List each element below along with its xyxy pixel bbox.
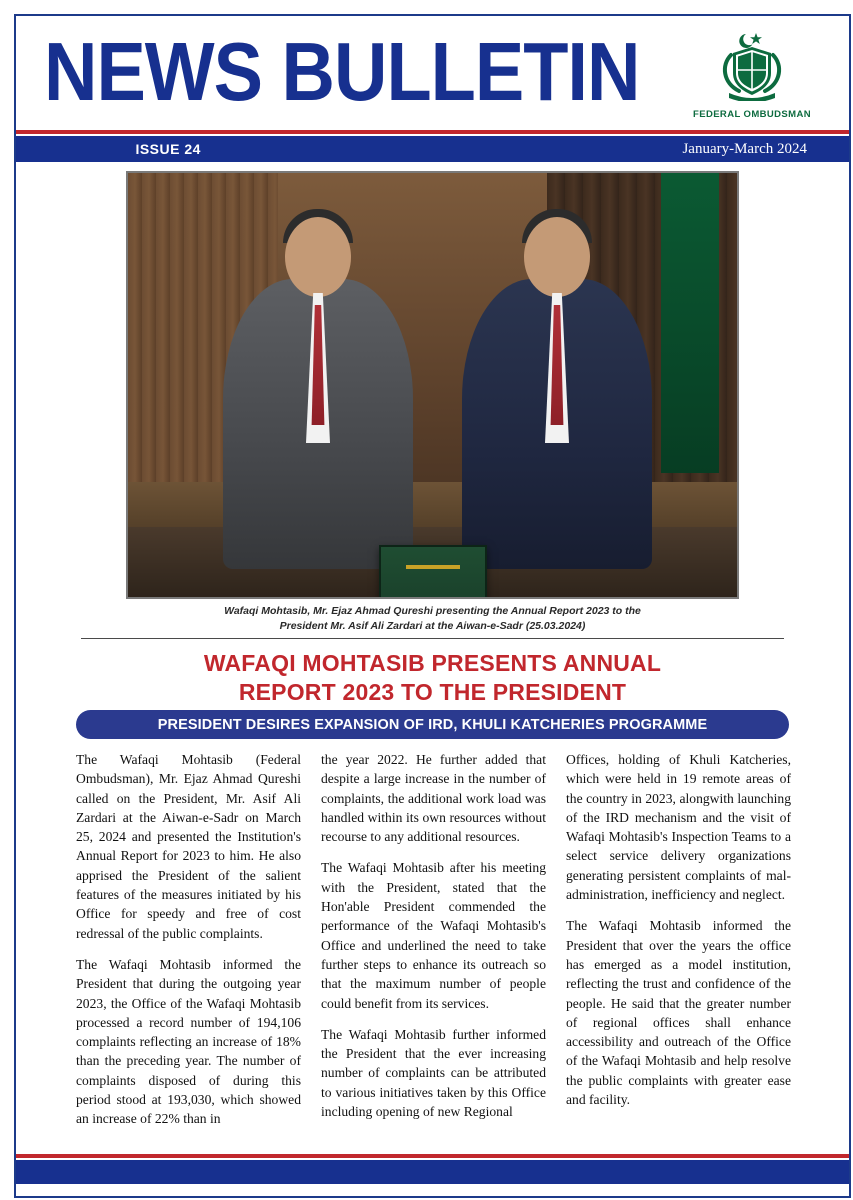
footer-red-rule	[16, 1154, 849, 1158]
article-column-1	[76, 750, 301, 1150]
footer-bar	[16, 1160, 849, 1184]
article-headline-line1: WAFAQI MOHTASIB PRESENTS ANNUAL	[203, 650, 662, 676]
photo-caption-line2: President Mr. Asif Ali Zardari at the Aiwan-e-Sadr (25.03.2024)	[279, 620, 586, 633]
masthead-red-rule	[16, 130, 849, 134]
paragraph: The Wafaqi Mohtasib (Federal Ombudsman), Mr. Ejaz Ahmad Qureshi called on the President, Mr. Asif Ali Zardari at the Aiwan-e-Sadr on March 25, 2024 and presented the Institution's Annual Report for 2023 to him. He also apprised the President of the salient features of the measures initiated by his Office for speedy and free of cost redressal of the public complaints.	[76, 752, 301, 941]
paragraph: The Wafaqi Mohtasib informed the President that over the years the office has emerged as a model institution, reflecting the trust and confidence of the people. He said that the greater number of regional offices shall enhance accessibility and outreach of the Office of the Wafaqi Mohtasib and help resolve the public complaints with greater ease and facility.	[566, 918, 791, 1108]
hero-photo-scene	[128, 173, 737, 597]
article-headline	[81, 649, 784, 708]
masthead	[16, 16, 849, 128]
emblem-block	[677, 25, 827, 120]
photo-caption-line1: Wafaqi Mohtasib, Mr. Ejaz Ahmad Qureshi presenting the Annual Report 2023 to the	[224, 605, 641, 617]
paragraph: The Wafaqi Mohtasib further informed the President that the ever increasing number of complaints can be attributed to various initiatives taken by this Office including opening of new Regional	[321, 1026, 546, 1120]
article-column-2	[321, 750, 546, 1150]
caption-divider	[81, 638, 784, 639]
issue-date: January-March 2024	[682, 140, 807, 157]
paragraph: Offices, holding of Khuli Katcheries, which were held in 19 remote areas of the country in 2023, alongwith launching of the IRD mechanism and the visit of Wafaqi Mohtasib's Inspection Teams to a select service delivery organizations generating persistent complaints of mal-administration, inefficiency and neglect.	[566, 752, 791, 903]
annual-report-book	[379, 545, 487, 599]
person-wafaqi-mohtasib	[462, 279, 652, 569]
article-body	[76, 750, 791, 1150]
paragraph: The Wafaqi Mohtasib after his meeting with the President, stated that the Hon'able President commended the performance of the Wafaqi Mohtasib's Office and underlined the need to take further steps to enhance its outreach so that the maximum number of people could benefit from its services.	[321, 860, 546, 1011]
paragraph: The Wafaqi Mohtasib informed the President that during the outgoing year 2023, the Office of the Wafaqi Mohtasib processed a record number of 194,106 complaints reflecting an increase of 18% than the preceding year. The number of complaints disposed of during this period stood at 193,030, which showed an increase of 22% than in	[76, 956, 301, 1127]
paragraph: the year 2022. He further added that despite a large increase in the number of complaints, the additional work load was handled within its own resources without recourse to any additional resources.	[321, 752, 546, 845]
issue-bar	[16, 136, 849, 162]
article-subheadline: PRESIDENT DESIRES EXPANSION OF IRD, KHULI KATCHERIES PROGRAMME	[76, 710, 789, 739]
photo-caption	[126, 604, 739, 634]
emblem-caption: FEDERAL OMBUDSMAN	[693, 108, 811, 120]
page-title: NEWS BULLETIN	[44, 24, 640, 118]
person-president	[223, 279, 413, 569]
issue-number: ISSUE 24	[135, 141, 201, 157]
article-column-3	[566, 750, 791, 1150]
pakistan-state-emblem-icon	[715, 25, 789, 106]
article-headline-line2: REPORT 2023 TO THE PRESIDENT	[238, 679, 627, 706]
hero-photo	[126, 171, 739, 599]
